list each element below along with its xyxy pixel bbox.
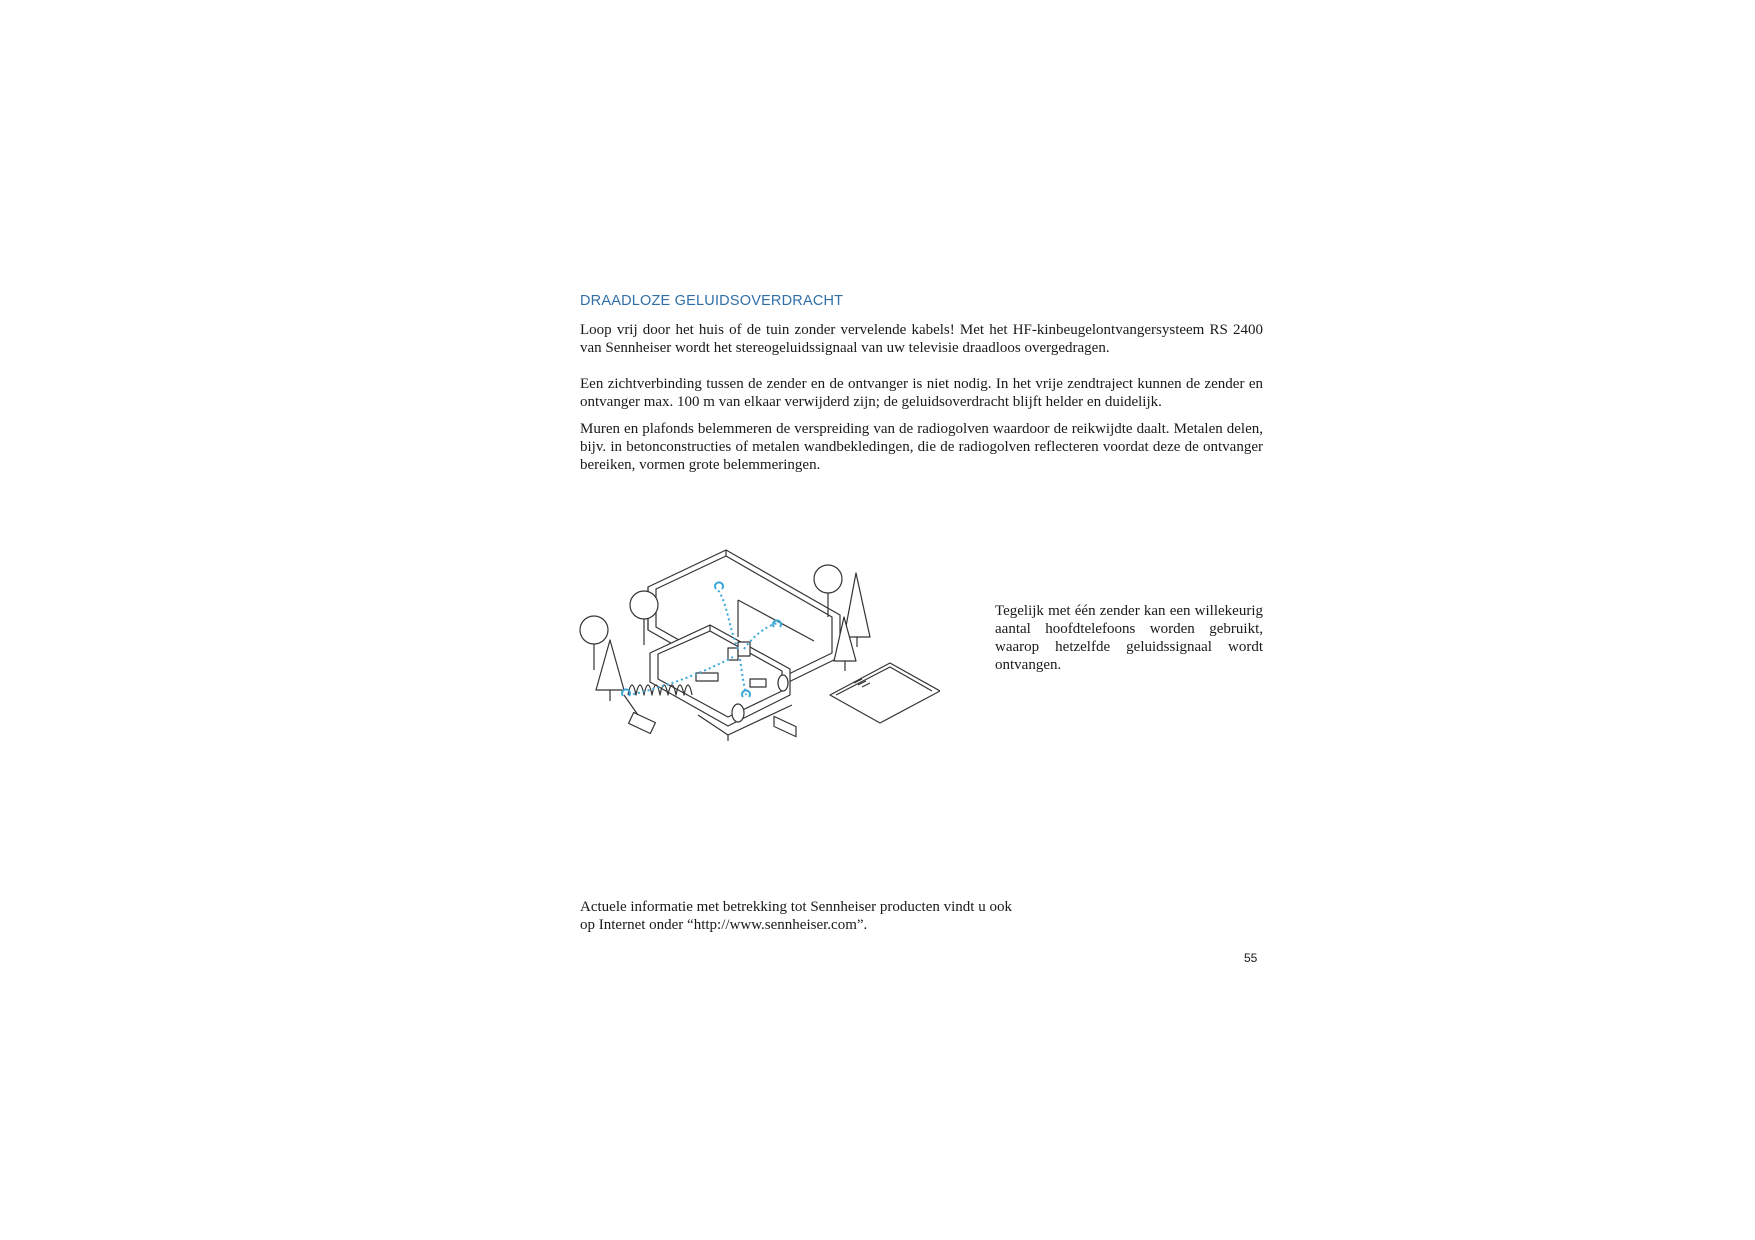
page-number: 55 (1244, 951, 1258, 965)
section-heading: DRAADLOZE GELUIDSOVERDRACHT (580, 293, 844, 309)
paragraph-obstacles: Muren en plafonds belemmeren de verspreiding van de radiogolven waardoor de reikwijdte daalt. Metalen delen, bijv. in betonconstructies of metalen wandbekledingen, die de radiogolven reflecteren voordat deze de ontvanger bereiken, vormen grote belemmeringen. (580, 421, 1263, 473)
paragraph-range: Een zichtverbinding tussen de zender en de ontvanger is niet nodig. In het vrije zendtraject kunnen de zender en ontvanger max. 100 m van elkaar verwijderd zijn; de geluidsoverdracht blijft helder en duidelijk. (580, 376, 1263, 410)
website-info-note: Actuele informatie met betrekking tot Sennheiser producten vindt u ook op Internet onder “http://www.sennheiser.com”. (580, 899, 1012, 933)
paragraph-intro: Loop vrij door het huis of de tuin zonder vervelende kabels! Met het HF-kinbeugelontvangersysteem RS 2400 van Sennheiser wordt het stereogeluidssignaal van uw televisie draadloos overgedragen. (580, 322, 1263, 356)
multi-headphone-note: Tegelijk met één zender kan een willekeurig aantal hoofdtelefoons worden gebruikt, waarop hetzelfde geluidssignaal wordt ontvangen. (995, 603, 1263, 673)
house-signal-illustration (578, 545, 940, 767)
house-line-drawing (578, 545, 940, 767)
